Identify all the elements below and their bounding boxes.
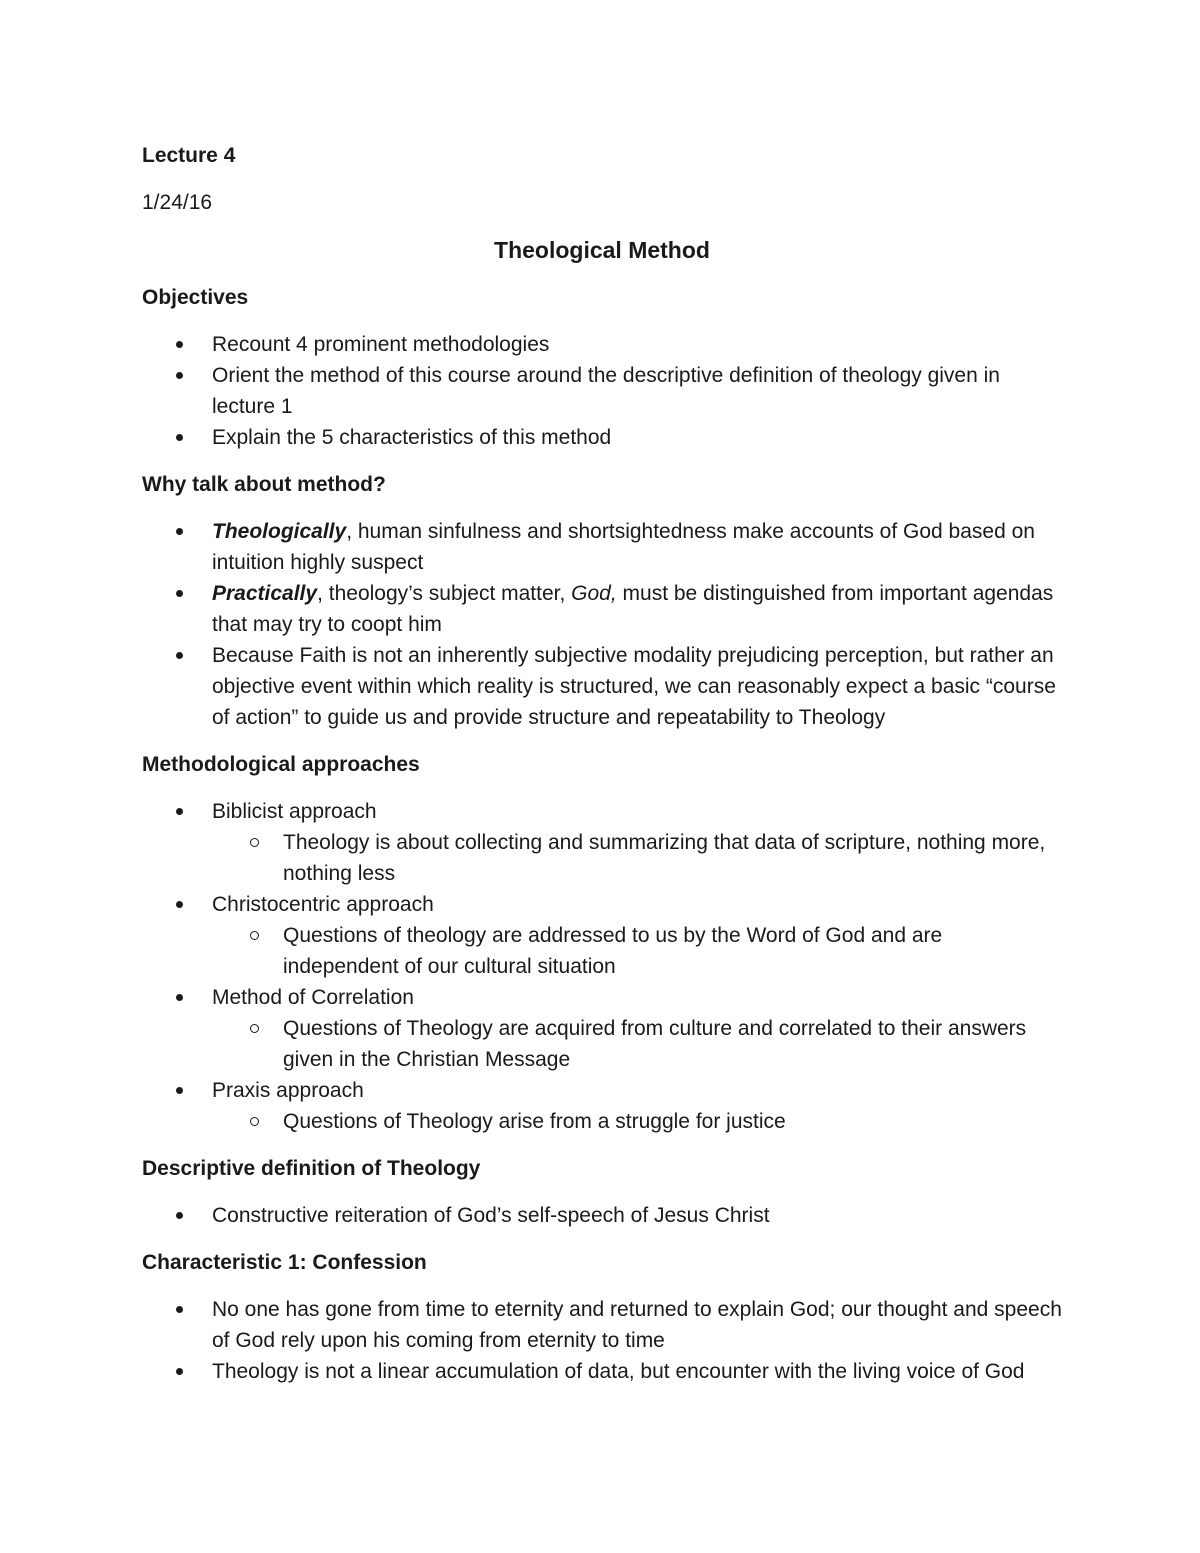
characteristic-1-heading: Characteristic 1: Confession [142, 1251, 427, 1274]
lecture-date: 1/24/16 [142, 191, 213, 214]
list-item: Recount 4 prominent methodologies [142, 329, 1062, 360]
objectives-list [142, 329, 1062, 453]
approach-label: Biblicist approach [212, 800, 377, 823]
list-item: Constructive reiteration of God’s self-speech of Jesus Christ [142, 1200, 1062, 1231]
list-item [142, 1075, 1062, 1137]
sub-list [212, 827, 1062, 889]
objectives-heading: Objectives [142, 286, 249, 309]
characteristic-1-list [142, 1294, 1062, 1387]
approach-label: Christocentric approach [212, 893, 434, 916]
list-item [142, 982, 1062, 1075]
approach-label: Method of Correlation [212, 986, 414, 1009]
sub-list-item: Questions of theology are addressed to us by the Word of God and are independent of our cultural situation [212, 920, 1062, 982]
approach-label: Praxis approach [212, 1079, 364, 1102]
why-list [142, 516, 1062, 733]
italic-text: God, [571, 582, 617, 605]
list-item [142, 516, 1062, 578]
list-item: Explain the 5 characteristics of this method [142, 422, 1062, 453]
list-item: Theology is not a linear accumulation of data, but encounter with the living voice of God [142, 1356, 1062, 1387]
approaches-heading: Methodological approaches [142, 753, 420, 776]
approaches-list [142, 796, 1062, 1137]
definition-heading: Descriptive definition of Theology [142, 1157, 481, 1180]
list-item [142, 796, 1062, 889]
definition-list [142, 1200, 1062, 1231]
sub-list [212, 1106, 1062, 1137]
why-heading: Why talk about method? [142, 473, 386, 496]
list-item: Because Faith is not an inherently subjective modality prejudicing perception, but rather an objective event within which reality is structured, we can reasonably expect a basic “course of action” to guide us and provide structure and repeatability to Theology [142, 640, 1062, 733]
sub-list [212, 1013, 1062, 1075]
list-item: No one has gone from time to eternity and returned to explain God; our thought and speech of God rely upon his coming from eternity to time [142, 1294, 1062, 1356]
sub-list-item: Theology is about collecting and summarizing that data of scripture, nothing more, nothing less [212, 827, 1062, 889]
sub-list [212, 920, 1062, 982]
emphasis-text: Theologically [212, 520, 347, 543]
item-text: , human sinfulness and shortsightedness make accounts of God based on intuition highly suspect [212, 520, 1035, 574]
list-item [142, 578, 1062, 640]
emphasis-text: Practically [212, 582, 318, 605]
list-item: Orient the method of this course around the descriptive definition of theology given in lecture 1 [142, 360, 1062, 422]
page-title: Theological Method [494, 237, 710, 263]
sub-list-item: Questions of Theology arise from a struggle for justice [212, 1106, 1062, 1137]
sub-list-item: Questions of Theology are acquired from culture and correlated to their answers given in the Christian Message [212, 1013, 1062, 1075]
list-item [142, 889, 1062, 982]
item-text: must be distinguished from important agendas that may try to coopt him [212, 582, 1054, 636]
lecture-label: Lecture 4 [142, 144, 236, 167]
item-text: , theology’s subject matter, [317, 582, 572, 605]
document-body [142, 140, 1062, 1387]
